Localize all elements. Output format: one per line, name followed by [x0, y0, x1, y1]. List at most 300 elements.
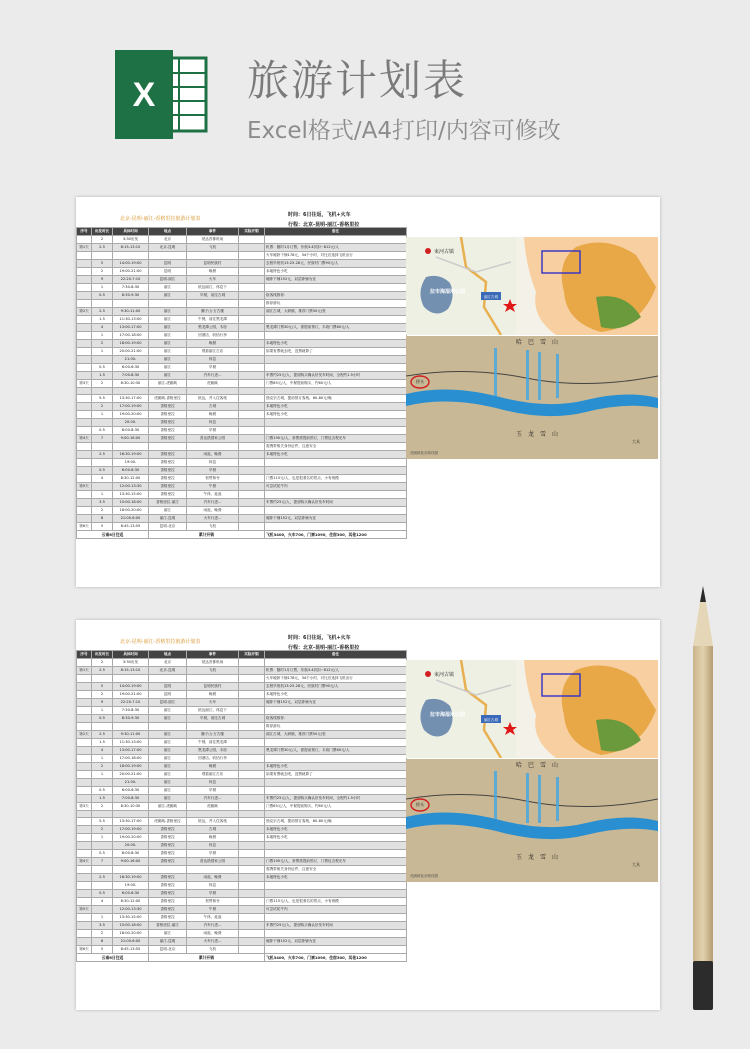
cell-day [77, 659, 92, 667]
svg-text:丽江古城: 丽江古城 [484, 718, 498, 722]
cell-day [77, 372, 92, 380]
cell-day [77, 938, 92, 946]
cell-event: 虎跳峡 [187, 803, 239, 811]
cell-day [77, 395, 92, 403]
cell-day: 第1天 [77, 667, 92, 675]
page-title: 旅游计划表 [247, 56, 468, 105]
cell-day [77, 866, 92, 874]
cell-place [149, 252, 187, 260]
table-row [77, 236, 407, 244]
cell-event: 抵达首都机场 [187, 659, 239, 667]
cell-dur: 2.5 [92, 731, 113, 739]
cell-place: 丽江-昆明 [149, 515, 187, 523]
pencil-decoration [686, 586, 720, 1010]
table-row [77, 419, 407, 427]
table-row [77, 755, 407, 763]
table-row [77, 803, 407, 811]
cell-note: 硬卧下铺152元，双层卧铺为宜 [265, 938, 407, 946]
cell-event [187, 723, 239, 731]
cell-place: 昆明 [149, 683, 187, 691]
cell-place: 丽江 [149, 308, 187, 316]
cell-place: 香格里拉 [149, 475, 187, 483]
cell-cost [239, 874, 265, 882]
cell-dur: 4 [92, 898, 113, 906]
itinerary-table [76, 650, 407, 962]
cell-event: 闲逛，晚餐 [187, 507, 239, 515]
cell-note: 门票115元/人，也是很著名的景点，小有规模 [265, 475, 407, 483]
cell-event: 午餐，前往黑龙潭 [187, 739, 239, 747]
svg-text:拉市海湿地公园: 拉市海湿地公园 [430, 712, 466, 718]
cell-day [77, 348, 92, 356]
cell-dur [92, 842, 113, 850]
svg-text:虎跳峡徒步路线图: 虎跳峡徒步路线图 [410, 451, 438, 455]
cell-note [265, 356, 407, 364]
cell-time: 8:30-10:30 [113, 380, 149, 388]
table-row [77, 874, 407, 882]
cell-time [113, 300, 149, 308]
cell-note [265, 779, 407, 787]
cell-day [77, 890, 92, 898]
cell-event: 闲逛，晚餐 [187, 874, 239, 882]
cell-event: 汽车行进... [187, 372, 239, 380]
cell-day [77, 324, 92, 332]
cell-place: 丽江 [149, 795, 187, 803]
lijiang-map [406, 237, 658, 335]
cell-place: 丽江 [149, 707, 187, 715]
cell-day: 第6天 [77, 523, 92, 531]
svg-text:玉 龙 雪 山: 玉 龙 雪 山 [516, 854, 559, 861]
column-header: 备注 [265, 651, 407, 659]
cell-place: 昆明-丽江 [149, 276, 187, 284]
cell-cost [239, 244, 265, 252]
cell-dur: 9 [92, 276, 113, 284]
cell-time: 13:30-15:00 [113, 491, 149, 499]
cell-note: 本地特色小吃 [265, 451, 407, 459]
cell-cost [239, 451, 265, 459]
table-row [77, 667, 407, 675]
cell-day [77, 683, 92, 691]
cell-day: 第2天 [77, 731, 92, 739]
cell-note [265, 850, 407, 858]
table-row [77, 523, 407, 531]
table-row [77, 332, 407, 340]
cell-cost [239, 348, 265, 356]
cell-event: 晚餐 [187, 268, 239, 276]
lijiang-map [406, 660, 658, 758]
cell-event [187, 300, 239, 308]
cell-place: 丽江 [149, 340, 187, 348]
cell-note: 机票：随时1月订票，东航3.4折扣~812元/人 [265, 667, 407, 675]
table-row [77, 914, 407, 922]
cell-cost [239, 395, 265, 403]
cell-event: 早餐，前往古城 [187, 715, 239, 723]
cell-time: 6:00-6:30 [113, 364, 149, 372]
cell-dur: 1.5 [92, 372, 113, 380]
cell-dur [92, 906, 113, 914]
cell-place: 丽江 [149, 324, 187, 332]
cell-event: 昆明民族村 [187, 260, 239, 268]
cell-cost [239, 755, 265, 763]
cell-time: 7:00-8:30 [113, 795, 149, 803]
cell-dur: 1 [92, 707, 113, 715]
cell-place [149, 300, 187, 308]
cell-place: 香格里拉 [149, 403, 187, 411]
cell-place: 丽江 [149, 787, 187, 795]
cell-day [77, 515, 92, 523]
cell-cost [239, 523, 265, 531]
cell-day: 第4天 [77, 858, 92, 866]
total-cost-label: 累计开销 [149, 531, 265, 539]
cell-day [77, 443, 92, 451]
cell-dur: 1 [92, 834, 113, 842]
cell-cost [239, 723, 265, 731]
cell-day [77, 842, 92, 850]
cell-time: 22:20-7:10 [113, 276, 149, 284]
cell-cost [239, 675, 265, 683]
table-row [77, 411, 407, 419]
cell-place: 昆明 [149, 260, 187, 268]
cell-dur: 1.5 [92, 316, 113, 324]
table-row [77, 252, 407, 260]
cell-time: 16:30-19:00 [113, 451, 149, 459]
cell-note [265, 811, 407, 818]
column-header: 序号 [77, 228, 92, 236]
cell-note: 黑龙潭门票30元/人，需提前预订，木府门票60元/人 [265, 324, 407, 332]
table-row [77, 292, 407, 300]
cell-day [77, 779, 92, 787]
cell-place: 香格里拉 [149, 435, 187, 443]
cell-dur: 3.5 [92, 499, 113, 507]
cell-time: 12:00-13:30 [113, 483, 149, 491]
table-row [77, 443, 407, 451]
cell-event: 松赞林寺 [187, 475, 239, 483]
table-row [77, 826, 407, 834]
cell-time: 8:30-12:00 [113, 475, 149, 483]
cell-time: 9:30-11:00 [113, 308, 149, 316]
cell-place: 香格里拉 [149, 850, 187, 858]
cell-cost [239, 699, 265, 707]
cell-time: 8:30-12:00 [113, 898, 149, 906]
cell-note: 黑龙潭门票30元/人，需提前预订，木府门票60元/人 [265, 747, 407, 755]
table-row [77, 380, 407, 388]
cell-time [113, 675, 149, 683]
cell-place: 昆明-北京 [149, 523, 187, 531]
table-row [77, 946, 407, 954]
cell-day [77, 403, 92, 411]
cell-event: 昆明民族村 [187, 683, 239, 691]
cell-cost [239, 739, 265, 747]
column-header: 序号 [77, 651, 92, 659]
cell-day [77, 356, 92, 364]
total-row [77, 531, 407, 539]
table-row [77, 491, 407, 499]
cell-day [77, 723, 92, 731]
svg-text:虎跳峡徒步路线图: 虎跳峡徒步路线图 [410, 874, 438, 878]
total-row [77, 954, 407, 962]
cell-event: 休息 [187, 459, 239, 467]
table-row [77, 260, 407, 268]
cell-cost [239, 707, 265, 715]
cell-note: 门票115元/人，也是很著名的景点，小有规模 [265, 898, 407, 906]
cell-time: 6:00-6:30 [113, 890, 149, 898]
cell-event: 休息 [187, 882, 239, 890]
cell-place: 香格里拉 [149, 826, 187, 834]
cell-time: 9:30-11:00 [113, 731, 149, 739]
cell-day [77, 260, 92, 268]
cell-cost [239, 300, 265, 308]
table-row [77, 276, 407, 284]
table-row [77, 922, 407, 930]
cell-day [77, 707, 92, 715]
total-label: 云南6日往返 [77, 531, 149, 539]
table-row [77, 284, 407, 292]
cell-day [77, 475, 92, 483]
table-row [77, 763, 407, 771]
cell-cost [239, 364, 265, 372]
table-row [77, 483, 407, 491]
table-row [77, 372, 407, 380]
cell-event: 汽车行进... [187, 922, 239, 930]
cell-event: 飞机 [187, 244, 239, 252]
cell-dur [92, 882, 113, 890]
cell-place: 香格里拉 [149, 483, 187, 491]
cell-day [77, 388, 92, 395]
cell-dur [92, 388, 113, 395]
cell-time [113, 866, 149, 874]
cell-note: 硬卧下铺152元，双层卧铺为宜 [265, 276, 407, 284]
cell-time: 9:00-16:00 [113, 858, 149, 866]
cell-cost [239, 403, 265, 411]
cell-time: 16:30-19:00 [113, 874, 149, 882]
cell-event: 黑龙潭公园，木府 [187, 324, 239, 332]
sheet-time: 时间：6日往返，飞机+火车 [288, 635, 351, 641]
cell-cost [239, 427, 265, 435]
cell-dur: 2.5 [92, 874, 113, 882]
cell-dur: 8 [92, 938, 113, 946]
cell-dur: 7 [92, 435, 113, 443]
cell-dur: 1 [92, 411, 113, 419]
cell-cost [239, 324, 265, 332]
cell-day [77, 459, 92, 467]
cell-time: 13:00-17:00 [113, 747, 149, 755]
cell-dur: 2.5 [92, 308, 113, 316]
cell-event: 回酒店，收拾行李 [187, 332, 239, 340]
cell-cost [239, 435, 265, 443]
cell-day: 第4天 [77, 435, 92, 443]
table-row [77, 683, 407, 691]
table-row [77, 715, 407, 723]
cell-place: 丽江 [149, 715, 187, 723]
cell-time: 9:00-16:00 [113, 435, 149, 443]
cell-note: 丽江古城，大研镇，推荐门票50元/张 [265, 308, 407, 316]
table-row [77, 451, 407, 459]
itinerary-table [76, 227, 407, 539]
cell-time: 7:00-8:30 [113, 372, 149, 380]
cell-time: 8:15-13:10 [113, 244, 149, 252]
cell-note: 本地特色小吃 [265, 834, 407, 842]
cell-time: 19:00- [113, 459, 149, 467]
cell-event: 休息 [187, 356, 239, 364]
cell-dur [92, 443, 113, 451]
cell-cost [239, 292, 265, 300]
cell-place: 丽江 [149, 348, 187, 356]
cell-note: 推荐游玩 [265, 300, 407, 308]
cell-day [77, 284, 92, 292]
cell-note [265, 388, 407, 395]
cell-place: 丽江-虎跳峡 [149, 380, 187, 388]
table-row [77, 507, 407, 515]
table-row [77, 515, 407, 523]
cell-dur: 5 [92, 683, 113, 691]
cell-time [113, 811, 149, 818]
cell-note: 去程早班机13:25-28元，民族村门票90元/人 [265, 260, 407, 268]
cell-cost [239, 372, 265, 380]
table-row [77, 364, 407, 372]
cell-dur [92, 356, 113, 364]
cell-place: 香格里拉 [149, 491, 187, 499]
svg-text:玉 龙 雪 山: 玉 龙 雪 山 [516, 431, 559, 438]
cell-time: 13:30-17:00 [113, 818, 149, 826]
cell-place: 丽江 [149, 747, 187, 755]
cell-note: 火车硬卧下铺178元，34个小时，对比后选择飞机出行 [265, 252, 407, 260]
svg-text:丽江古城: 丽江古城 [484, 295, 498, 299]
cell-day [77, 818, 92, 826]
table-row [77, 866, 407, 874]
cell-event: 早餐 [187, 467, 239, 475]
cell-note: 宿客栈推荐： [265, 715, 407, 723]
cell-place: 香格里拉 [149, 906, 187, 914]
cell-place: 香格里拉 [149, 467, 187, 475]
cell-time: 8:30-10:30 [113, 803, 149, 811]
cell-cost [239, 683, 265, 691]
table-row [77, 890, 407, 898]
cell-place: 虎跳峡-香格里拉 [149, 818, 187, 826]
cell-time: 19:00-21:00 [113, 268, 149, 276]
cell-note: 本地特色小吃 [265, 874, 407, 882]
cell-event: 观看丽江古乐 [187, 771, 239, 779]
cell-time: 18:00-20:00 [113, 930, 149, 938]
table-row [77, 348, 407, 356]
cell-event: 汽车行进... [187, 499, 239, 507]
cell-time: 6:00-6:30 [113, 787, 149, 795]
cell-cost [239, 914, 265, 922]
cell-place: 香格里拉 [149, 834, 187, 842]
table-row [77, 906, 407, 914]
cell-cost [239, 866, 265, 874]
column-header: 地点 [149, 651, 187, 659]
column-header: 事件 [187, 651, 239, 659]
cell-event: 虎跳峡 [187, 380, 239, 388]
cell-event: 飞机 [187, 946, 239, 954]
cell-dur: 2 [92, 236, 113, 244]
cell-place: 昆明 [149, 691, 187, 699]
cell-dur: 1.5 [92, 795, 113, 803]
cell-cost [239, 419, 265, 427]
cell-dur [92, 675, 113, 683]
cell-note: 丽江古城，大研镇，推荐门票50元/张 [265, 731, 407, 739]
cell-place: 丽江 [149, 292, 187, 300]
sheet-route: 行程：北京-昆明-丽江-香格里拉 [288, 645, 360, 651]
cell-cost [239, 787, 265, 795]
sheet-route: 行程：北京-昆明-丽江-香格里拉 [288, 222, 360, 228]
cell-dur: 5.5 [92, 395, 113, 403]
table-row [77, 395, 407, 403]
cell-dur: 1 [92, 284, 113, 292]
cell-time: 17:00-18:00 [113, 332, 149, 340]
cell-dur: 2.5 [92, 244, 113, 252]
cell-note [265, 882, 407, 890]
cell-place: 香格里拉 [149, 898, 187, 906]
sheet-title: 北京-昆明-丽江-香格里拉旅游计划表 [120, 216, 201, 222]
cell-cost [239, 411, 265, 419]
cell-day [77, 914, 92, 922]
cell-time: 14:00-19:00 [113, 683, 149, 691]
cell-event: 普达措国家公园 [187, 435, 239, 443]
cell-place: 丽江 [149, 779, 187, 787]
table-row [77, 818, 407, 826]
cell-cost [239, 890, 265, 898]
cell-dur: 0.5 [92, 715, 113, 723]
table-row [77, 699, 407, 707]
cell-event: 黑龙潭公园，木府 [187, 747, 239, 755]
cell-note [265, 930, 407, 938]
svg-text:拉市海湿地公园: 拉市海湿地公园 [430, 289, 466, 295]
tiger-leaping-gorge-map [406, 336, 658, 459]
cell-cost [239, 308, 265, 316]
cell-note [265, 467, 407, 475]
cell-cost [239, 803, 265, 811]
cell-event: 早餐 [187, 364, 239, 372]
cell-dur: 8 [92, 515, 113, 523]
cell-cost [239, 443, 265, 451]
page-subtitle: Excel格式/A4打印/内容可修改 [247, 118, 561, 144]
table-row [77, 499, 407, 507]
cell-note: 本地特色小吃 [265, 340, 407, 348]
cell-event [187, 443, 239, 451]
cell-cost [239, 906, 265, 914]
cell-event: 火车 [187, 276, 239, 284]
cell-note [265, 707, 407, 715]
cell-dur: 2 [92, 803, 113, 811]
cell-day [77, 882, 92, 890]
cell-cost [239, 771, 265, 779]
cell-time: 18:00-20:00 [113, 507, 149, 515]
cell-event: 晚餐 [187, 340, 239, 348]
cell-time: 3:30出发 [113, 236, 149, 244]
cell-event [187, 388, 239, 395]
cell-dur: 2 [92, 403, 113, 411]
cell-dur [92, 252, 113, 260]
cell-event: 狮子山·万古楼 [187, 308, 239, 316]
cell-cost [239, 491, 265, 499]
cell-note [265, 739, 407, 747]
cell-event: 晚餐 [187, 411, 239, 419]
cell-cost [239, 858, 265, 866]
cell-time: 6:00-6:30 [113, 467, 149, 475]
total-cost-note: 飞机3400，火车700，门票1090，住宿300，其他1200 [265, 954, 407, 962]
cell-dur: 7 [92, 858, 113, 866]
column-header: 具体时间 [113, 651, 149, 659]
cell-cost [239, 276, 265, 284]
table-row [77, 268, 407, 276]
cell-cost [239, 691, 265, 699]
cell-cost [239, 826, 265, 834]
cell-cost [239, 922, 265, 930]
table-row [77, 316, 407, 324]
cell-day [77, 499, 92, 507]
table-row [77, 435, 407, 443]
cell-place: 丽江-虎跳峡 [149, 803, 187, 811]
